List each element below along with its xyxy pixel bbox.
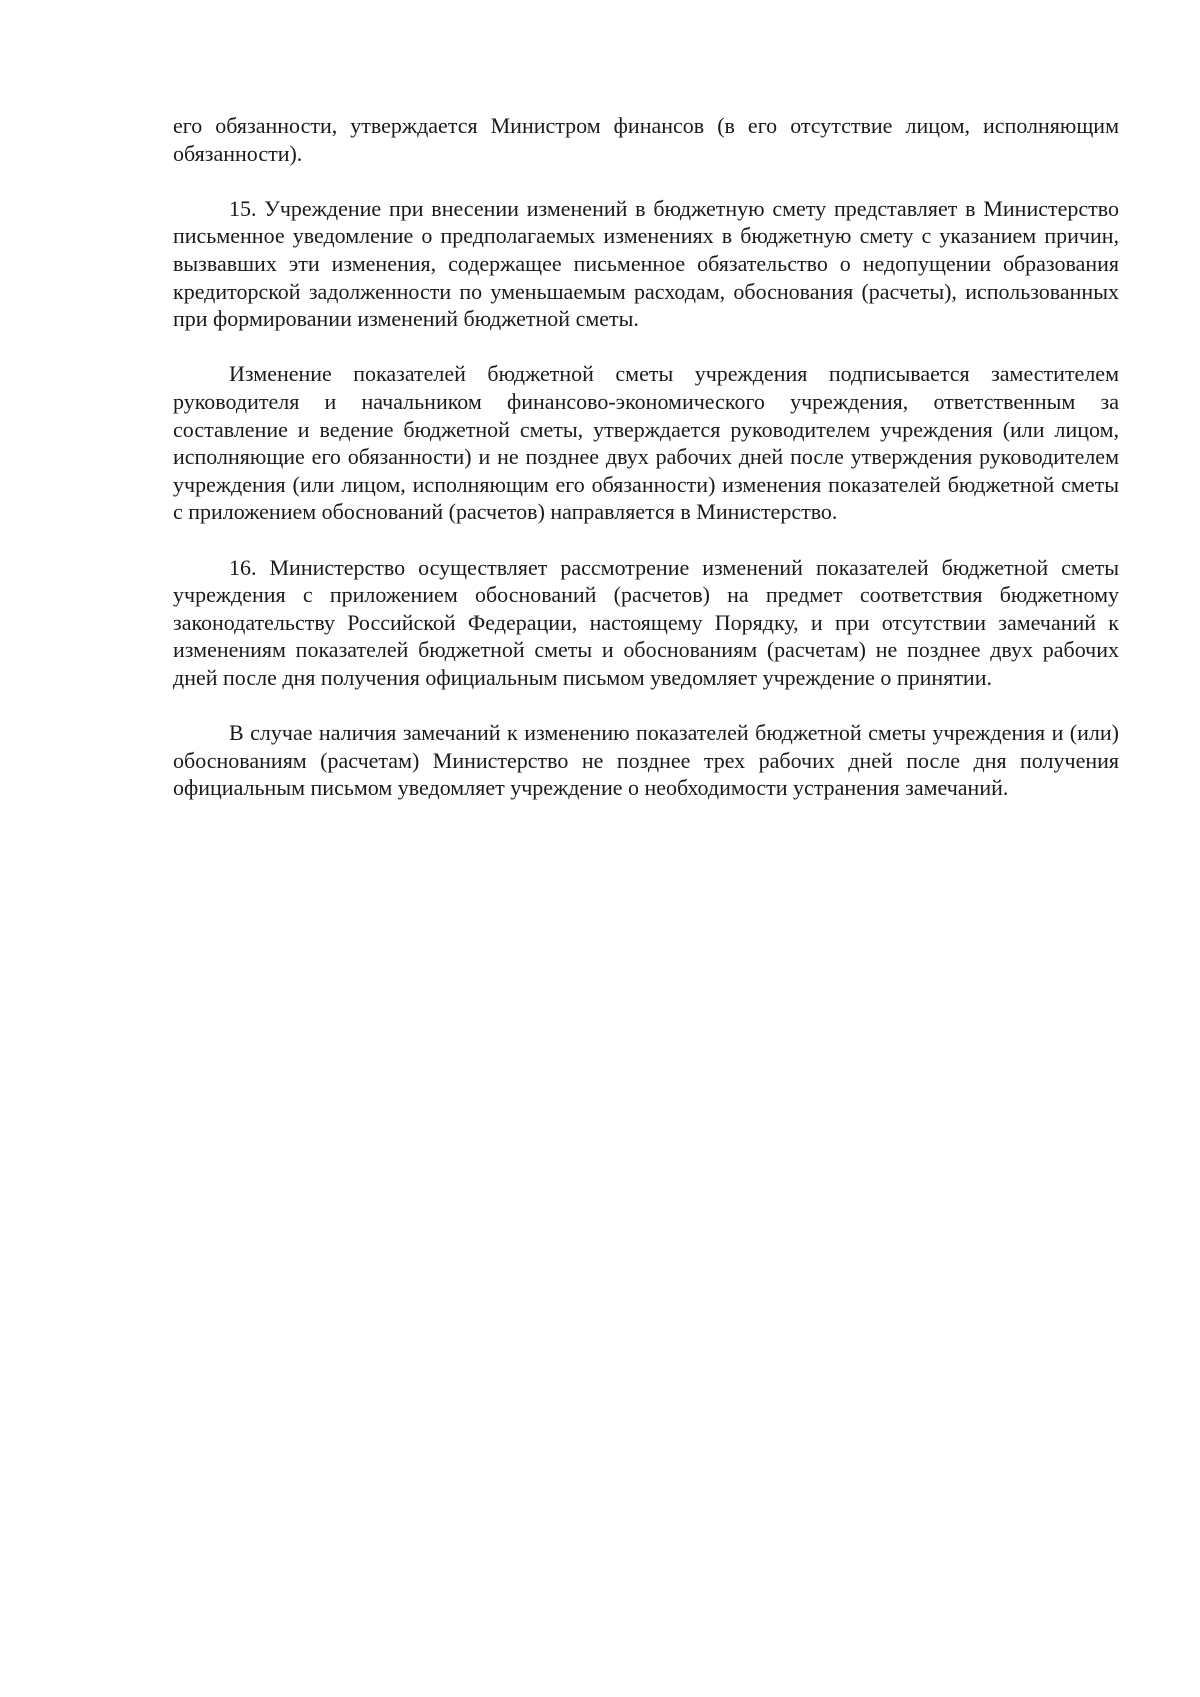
paragraph-item-16: 16. Министерство осуществляет рассмотрение изменений показателей бюджетной сметы учреждения с приложением обоснований (расчетов) на предмет соответствия бюджетному законодательству Российской Федерации, настоящему Порядку, и при отсутствии замечаний к изменениям показателей бюджетной сметы и обоснованиям (расчетам) не позднее двух рабочих дней после дня получения официальным письмом уведомляет учреждение о принятии.: [173, 554, 1119, 690]
paragraph-item-15: 15. Учреждение при внесении изменений в бюджетную смету представляет в Министерство письменное уведомление о предполагаемых изменениях в бюджетную смету с указанием причин, вызвавших эти изменения, содержащее письменное обязательство о недопущении образования кредиторской задолженности по уменьшаемым расходам, обоснования (расчеты), использованных при формировании изменений бюджетной сметы.: [173, 195, 1119, 332]
paragraph-remarks: В случае наличия замечаний к изменению показателей бюджетной сметы учреждения и (или) обоснованиям (расчетам) Министерство не позднее трех рабочих дней после дня получения официальным письмом уведомляет учреждение о необходимости устранения замечаний.: [173, 720, 1119, 801]
paragraph-budget-changes-signing: Изменение показателей бюджетной сметы учреждения подписывается заместителем руководителя и начальником финансово-экономического учреждения, ответственным за составление и ведение бюджетной сметы, утверждается руководителем учреждения (или лицом, исполняющие его обязанности) и не позднее двух рабочих дней после утверждения руководителем учреждения (или лицом, исполняющим его обязанности) изменения показателей бюджетной сметы с приложением обоснований (расчетов) направляется в Министерство.: [173, 361, 1119, 525]
document-body: [173, 112, 1119, 802]
paragraph-continuation: его обязанности, утверждается Министром финансов (в его отсутствие лицом, исполняющим обязанности).: [173, 113, 1119, 166]
